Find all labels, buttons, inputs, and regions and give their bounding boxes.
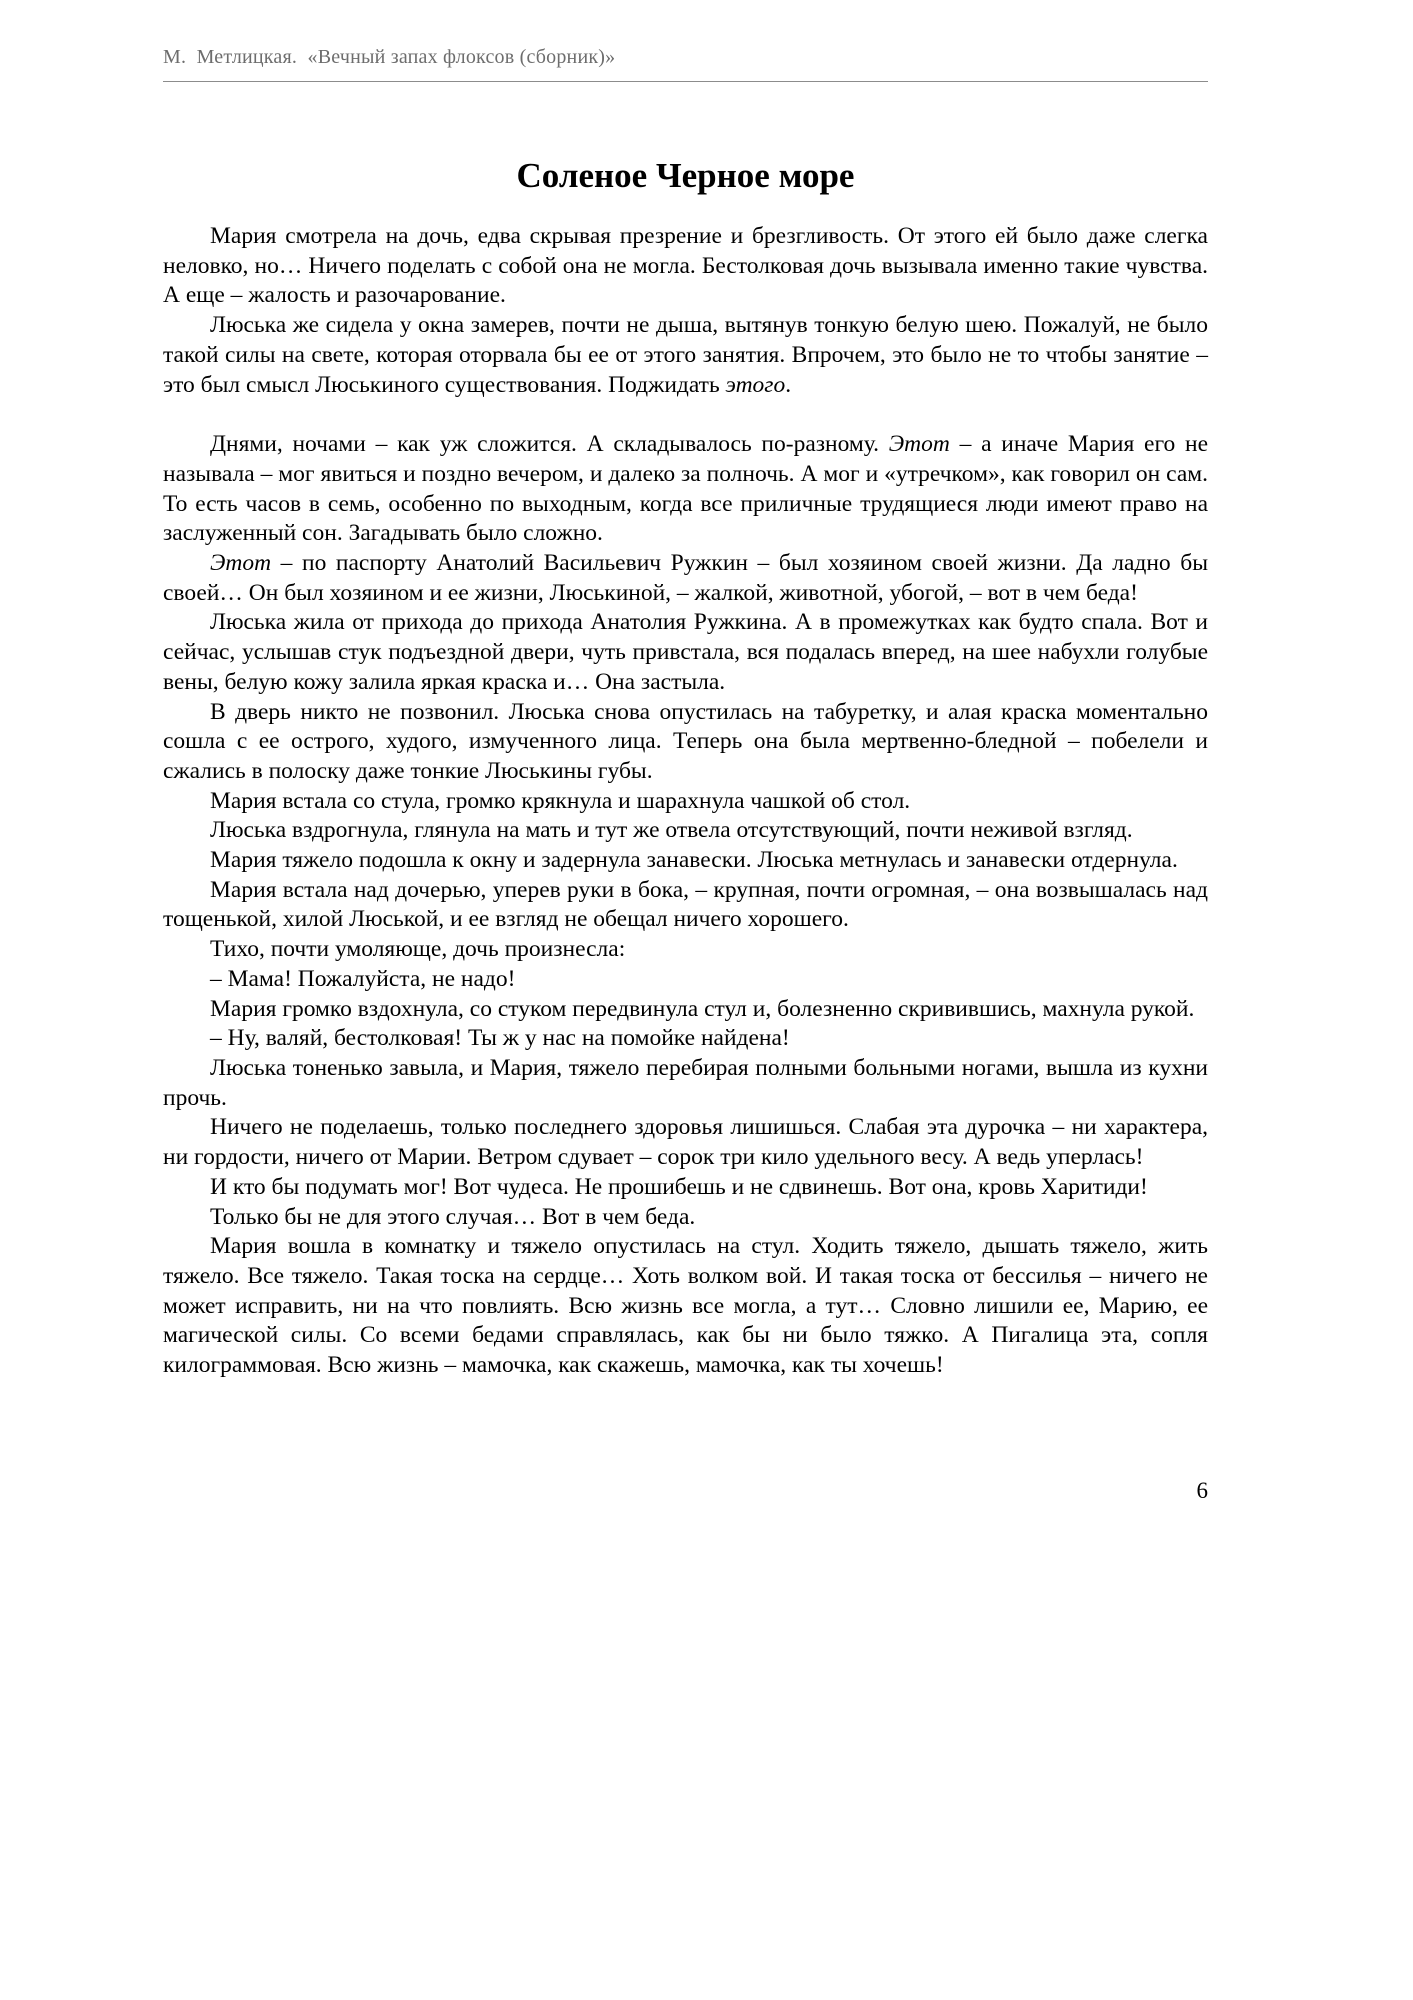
paragraph bbox=[163, 608, 1208, 697]
text-run: Люська тоненько завыла, и Мария, тяжело перебирая полными больными ногами, вышла из кухни прочь. bbox=[163, 1054, 1208, 1111]
running-header: М. Метлицкая. «Вечный запах флоксов (сборник)» bbox=[163, 46, 616, 68]
header-rule bbox=[163, 81, 1208, 82]
paragraph bbox=[163, 430, 1208, 549]
text-run: Мария смотрела на дочь, едва скрывая презрение и брезгливость. От этого ей было даже слегка неловко, но… Ничего поделать с собой она не могла. Бестолковая дочь вызывала именно такие чувства. А еще – жалость и разочарование. bbox=[163, 223, 1208, 309]
paragraph bbox=[163, 311, 1208, 400]
text-run: В дверь никто не позвонил. Люська снова опустилась на табуретку, и алая краска моментально сошла с ее острого, худого, измученного лица. Теперь она была мертвенно-бледной – побелели и сжались в полоску даже тонкие Люськины губы. bbox=[163, 698, 1208, 784]
text-run: И кто бы подумать мог! Вот чудеса. Не прошибешь и не сдвинешь. Вот она, кровь Харитиди! bbox=[210, 1173, 1148, 1200]
paragraph bbox=[163, 1113, 1208, 1172]
body-text bbox=[163, 222, 1208, 1381]
text-run: Люська жила от прихода до прихода Анатолия Ружкина. А в промежутках как будто спала. Вот и сейчас, услышав стук подъездной двери, чуть привстала, вся подалась вперед, на шее набухли голубые вены, белую кожу залила яркая краска и… Она застыла. bbox=[163, 609, 1208, 695]
text-run: . bbox=[785, 371, 792, 398]
paragraph bbox=[163, 1173, 1208, 1203]
paragraph bbox=[163, 846, 1208, 876]
paragraph bbox=[163, 1024, 1208, 1054]
paragraph bbox=[163, 549, 1208, 608]
page-content bbox=[163, 0, 1208, 1381]
paragraph bbox=[163, 787, 1208, 817]
text-run: Только бы не для этого случая… Вот в чем беда. bbox=[210, 1203, 696, 1230]
paragraph bbox=[163, 1203, 1208, 1233]
text-run: – а иначе Мария его не называла – мог явиться и поздно вечером, и далеко за полночь. А мог и «утречком», как говорил он сам. То есть часов в семь, особенно по выходным, когда все приличные трудящиеся люди имеют право на заслуженный сон. Загадывать было сложно. bbox=[163, 431, 1208, 547]
text-run: – Ну, валяй, бестолковая! Ты ж у нас на помойке найдена! bbox=[210, 1025, 790, 1052]
paragraph bbox=[163, 222, 1208, 311]
text-run: Мария тяжело подошла к окну и задернула занавески. Люська метнулась и занавески отдернула. bbox=[210, 847, 1178, 874]
paragraph bbox=[163, 876, 1208, 935]
text-run: Тихо, почти умоляюще, дочь произнесла: bbox=[210, 936, 626, 963]
paragraph bbox=[163, 1054, 1208, 1113]
text-run: Днями, ночами – как уж сложится. А складывалось по-разному. bbox=[210, 431, 889, 458]
italic-run: Этот bbox=[888, 431, 950, 458]
italic-run: Этот bbox=[210, 550, 272, 577]
text-run: Люська же сидела у окна замерев, почти не дыша, вытянув тонкую белую шею. Пожалуй, не было такой силы на свете, которая оторвала бы ее от этого занятия. Впрочем, это было не то чтобы занятие – это был смысл Люськиного существования. Поджидать bbox=[163, 312, 1208, 398]
text-run: Мария громко вздохнула, со стуком передвинула стул и, болезненно скривившись, махнула рукой. bbox=[210, 995, 1195, 1022]
page-number: 6 bbox=[1196, 1478, 1208, 1503]
text-run: Мария встала со стула, громко крякнула и шарахнула чашкой об стол. bbox=[210, 787, 911, 814]
paragraph bbox=[163, 816, 1208, 846]
text-run: Мария вошла в комнатку и тяжело опустилась на стул. Ходить тяжело, дышать тяжело, жить тяжело. Все тяжело. Такая тоска на сердце… Хоть волком вой. И такая тоска от бессилья – ничего не может исправить, ни на что повлиять. Всю жизнь все могла, а тут… Словно лишили ее, Марию, ее магической силы. Со всеми бедами справлялась, как бы ни было тяжко. А Пигалица эта, сопля килограммовая. Всю жизнь – мамочка, как скажешь, мамочка, как ты хочешь! bbox=[163, 1233, 1208, 1379]
text-run: – по паспорту Анатолий Васильевич Ружкин – был хозяином своей жизни. Да ладно бы своей… Он был хозяином и ее жизни, Люськиной, – жалкой, животной, убогой, – вот в чем беда! bbox=[163, 550, 1208, 606]
text-run: – Мама! Пожалуйста, не надо! bbox=[210, 965, 516, 992]
paragraph bbox=[163, 698, 1208, 787]
text-run: Мария встала над дочерью, уперев руки в бока, – крупная, почти огромная, – она возвышалась над тощенькой, хилой Люськой, и ее взгляд не обещал ничего хорошего. bbox=[163, 876, 1208, 933]
chapter-title: Соленое Черное море bbox=[516, 156, 855, 195]
paragraph bbox=[163, 935, 1208, 965]
paragraph bbox=[163, 1232, 1208, 1381]
paragraph bbox=[163, 995, 1208, 1025]
text-run: Ничего не поделаешь, только последнего здоровья лишишься. Слабая эта дурочка – ни характера, ни гордости, ничего от Марии. Ветром сдувает – сорок три кило удельного весу. А ведь уперлась! bbox=[163, 1114, 1208, 1171]
text-run: Люська вздрогнула, глянула на мать и тут же отвела отсутствующий, почти неживой взгляд. bbox=[210, 817, 1133, 844]
italic-run: этого bbox=[725, 371, 786, 398]
paragraph bbox=[163, 965, 1208, 995]
